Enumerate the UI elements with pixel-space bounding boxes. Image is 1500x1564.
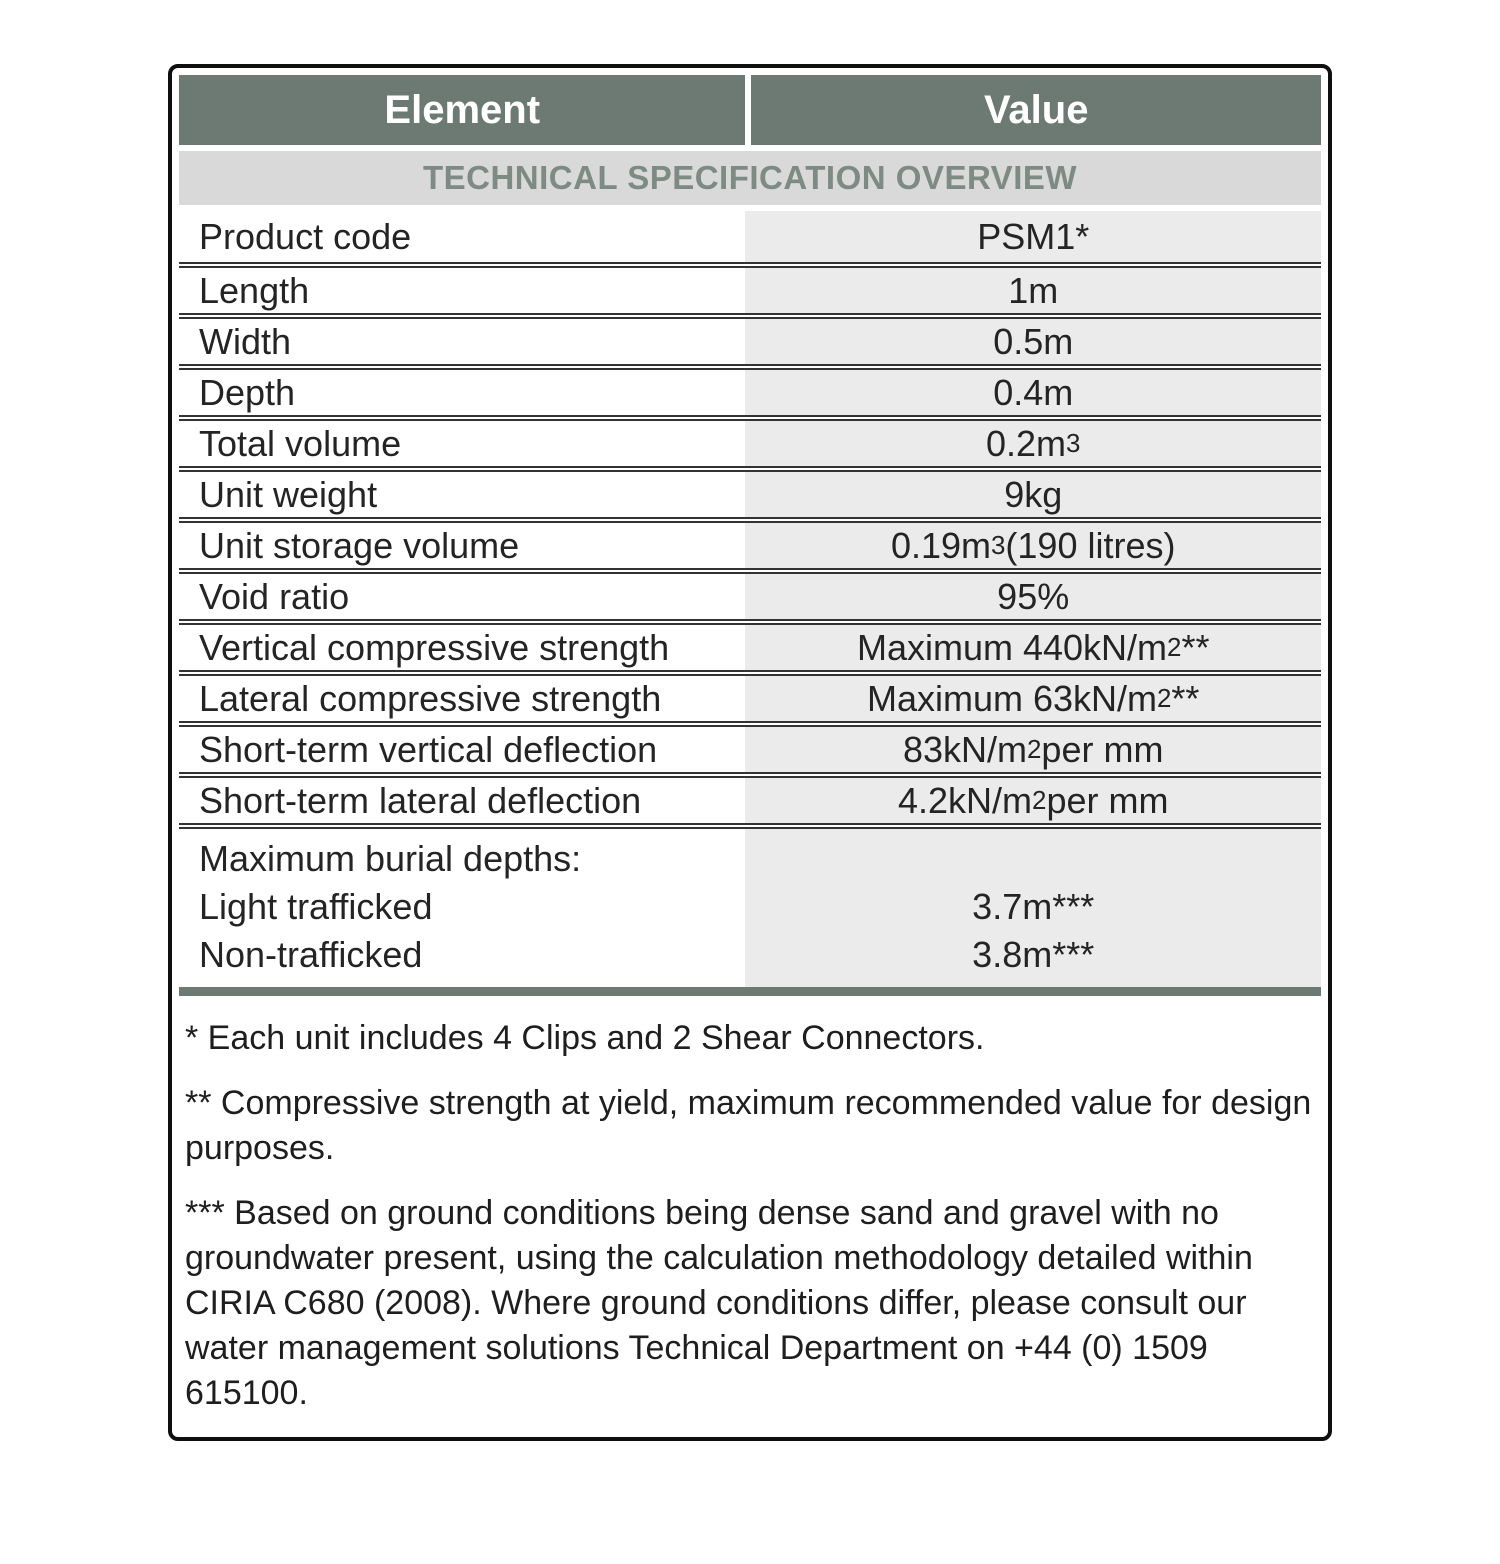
table-row-width xyxy=(179,313,1321,364)
table-header-row xyxy=(179,75,1321,145)
row-value-text: 0.19m xyxy=(890,524,991,566)
row-label: Depth xyxy=(179,370,745,415)
row-label: Product code xyxy=(179,211,745,262)
burial-light-trafficked-value: 3.7m*** xyxy=(972,886,1095,927)
burial-non-trafficked-value: 3.8m*** xyxy=(972,934,1095,975)
row-label: Length xyxy=(179,268,745,313)
row-value-group xyxy=(745,829,1321,987)
row-value xyxy=(745,574,1321,619)
row-value: 0.19m 3 (190 litres) xyxy=(745,523,1321,568)
footnotes xyxy=(179,996,1321,1430)
table-body xyxy=(179,211,1321,996)
row-label: Lateral compressive strength xyxy=(179,676,745,721)
table-row-maximum-burial-depths xyxy=(179,823,1321,987)
row-value: 0.2m 3 xyxy=(745,421,1321,466)
row-value xyxy=(745,319,1321,364)
row-value-text: 1m xyxy=(1008,269,1059,311)
table-row-length xyxy=(179,262,1321,313)
table-row-product-code xyxy=(179,211,1321,262)
row-value: Maximum 440kN/m 2 ** xyxy=(745,625,1321,670)
footnote-ground-conditions: *** Based on ground conditions being dense sand and gravel with no groundwater present, using the calculation methodology detailed within CIRIA C680 (2008). Where ground conditions differ, please consult our water management solutions Technical Department on +44 (0) 1509 615100. xyxy=(185,1194,1253,1412)
table-row-total-volume xyxy=(179,415,1321,466)
row-value-text: 83kN/m xyxy=(902,728,1027,770)
row-label: Short-term lateral deflection xyxy=(179,778,745,823)
row-label: Void ratio xyxy=(179,574,745,619)
header-cell-element: Element xyxy=(179,75,745,145)
row-value-text: 0.2m xyxy=(985,422,1067,464)
row-label: Total volume xyxy=(179,421,745,466)
row-value-tail: per mm xyxy=(1041,728,1164,770)
row-label: Unit weight xyxy=(179,472,745,517)
row-value-text: 4.2kN/m xyxy=(897,779,1033,821)
table-row-vertical-compressive-strength xyxy=(179,619,1321,670)
row-value xyxy=(745,268,1321,313)
table-row-lateral-compressive-strength xyxy=(179,670,1321,721)
row-value-tail: ** xyxy=(1171,677,1200,719)
row-label: Short-term vertical deflection xyxy=(179,727,745,772)
table-row-short-term-vertical-deflection xyxy=(179,721,1321,772)
table-row-short-term-lateral-deflection xyxy=(179,772,1321,823)
row-value: 4.2kN/m 2 per mm xyxy=(745,778,1321,823)
table-row-void-ratio xyxy=(179,568,1321,619)
footnote-compressive-strength: ** Compressive strength at yield, maximum recommended value for design purposes. xyxy=(185,1084,1312,1167)
row-value-text: 9kg xyxy=(1004,473,1063,515)
row-value-tail: per mm xyxy=(1046,779,1169,821)
row-label: Width xyxy=(179,319,745,364)
burial-non-trafficked-label: Non-trafficked xyxy=(199,934,423,975)
row-value-text: Maximum 440kN/m xyxy=(856,626,1168,668)
row-value-text: PSM1* xyxy=(977,215,1090,257)
burial-depths-heading: Maximum burial depths: xyxy=(199,838,582,879)
row-value: Maximum 63kN/m 2 ** xyxy=(745,676,1321,721)
row-value-tail: (190 litres) xyxy=(1005,524,1176,566)
row-value-text: Maximum 63kN/m xyxy=(866,677,1157,719)
spec-sheet-frame xyxy=(168,64,1332,1441)
footnote-clips: * Each unit includes 4 Clips and 2 Shear Connectors. xyxy=(185,1019,985,1057)
row-value-tail: ** xyxy=(1181,626,1210,668)
row-value-text: 95% xyxy=(997,575,1070,617)
burial-heading-spacer xyxy=(745,835,1321,883)
table-row-unit-storage-volume xyxy=(179,517,1321,568)
section-title: TECHNICAL SPECIFICATION OVERVIEW xyxy=(179,151,1321,205)
row-label-group xyxy=(179,829,745,987)
row-value xyxy=(745,472,1321,517)
burial-light-trafficked-label: Light trafficked xyxy=(199,886,433,927)
table-row-unit-weight xyxy=(179,466,1321,517)
row-value-text: 0.4m xyxy=(993,371,1074,413)
row-value: 83kN/m 2 per mm xyxy=(745,727,1321,772)
row-value xyxy=(745,211,1321,262)
table-row-depth xyxy=(179,364,1321,415)
header-cell-value: Value xyxy=(751,75,1321,145)
row-value-text: 0.5m xyxy=(993,320,1074,362)
row-label: Unit storage volume xyxy=(179,523,745,568)
row-label: Vertical compressive strength xyxy=(179,625,745,670)
row-value xyxy=(745,370,1321,415)
